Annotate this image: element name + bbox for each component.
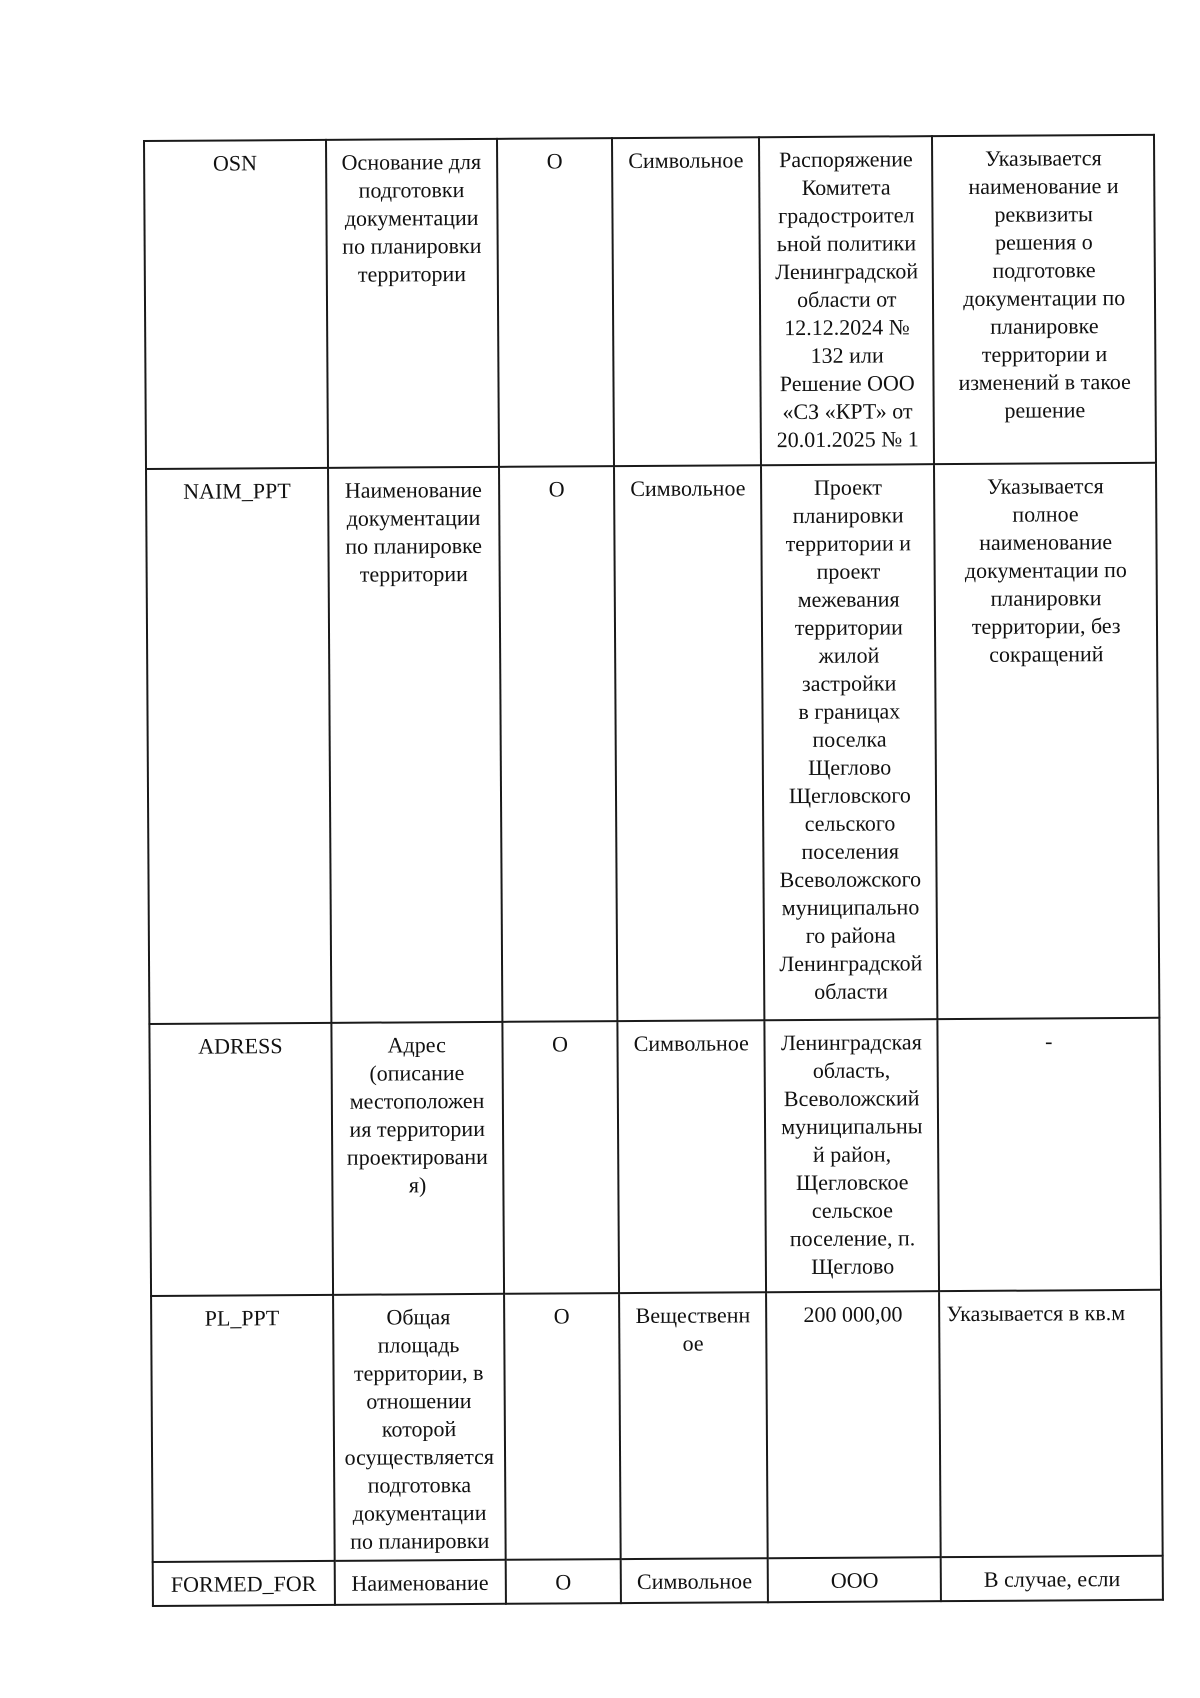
attribute-code-cell: OSN bbox=[144, 140, 328, 469]
attribute-example-cell: ООО bbox=[768, 1557, 941, 1602]
attribute-code-cell: ADRESS bbox=[149, 1023, 332, 1296]
attribute-description-cell: Наименование bbox=[334, 1560, 505, 1605]
attribute-description-cell: Основание для подготовки документации по планировки территории bbox=[326, 139, 499, 468]
table-row bbox=[144, 135, 1156, 469]
table-row bbox=[151, 1290, 1163, 1562]
attribute-code-cell: FORMED_FOR bbox=[153, 1561, 335, 1606]
attribute-type-cell: Символьное bbox=[612, 137, 761, 466]
attribute-note-cell: Указывается полное наименование документации по планировки территории, без сокращений bbox=[934, 463, 1159, 1019]
attribute-example-cell: 200 000,00 bbox=[766, 1291, 941, 1558]
attribute-type-cell: Вещественн ое bbox=[619, 1292, 768, 1559]
attribute-required-cell: О bbox=[502, 1021, 619, 1294]
table-row bbox=[149, 1018, 1161, 1296]
attribute-description-cell: Общая площадь территории, в отношении которой осуществляется подготовка документации по планировки bbox=[333, 1294, 506, 1561]
attribute-required-cell: О bbox=[497, 138, 614, 467]
attribute-type-cell: Символьное bbox=[621, 1558, 768, 1603]
attribute-description-cell: Адрес (описание местоположен ия территории проектировани я) bbox=[331, 1022, 504, 1295]
attribute-required-cell: О bbox=[504, 1293, 621, 1560]
attribute-type-cell: Символьное bbox=[618, 1020, 767, 1293]
attribute-required-cell: О bbox=[499, 466, 618, 1022]
attribute-example-cell: Ленинградская область, Всеволожский муниципальны й район, Щегловское сельское поселение, п. Щеглово bbox=[765, 1019, 940, 1292]
attribute-note-cell: - bbox=[938, 1018, 1161, 1291]
attribute-description-cell: Наименование документации по планировке территории bbox=[328, 467, 503, 1023]
table-row bbox=[146, 463, 1159, 1024]
attribute-code-cell: NAIM_PPT bbox=[146, 468, 331, 1024]
table-row bbox=[153, 1556, 1163, 1606]
attribute-example-cell: Распоряжение Комитета градостроител ьной политики Ленинградской области от 12.12.2024 № 132 или Решение ООО «СЗ «КРТ» от 20.01.2025 № 1 bbox=[759, 136, 934, 465]
attribute-note-cell: Указывается наименование и реквизиты решения о подготовке документации по планировке территории и изменений в такое решение bbox=[932, 135, 1156, 464]
attribute-type-cell: Символьное bbox=[614, 465, 764, 1021]
attribute-code-cell: PL_PPT bbox=[151, 1295, 334, 1562]
attribute-required-cell: О bbox=[505, 1559, 621, 1604]
attribute-example-cell: Проект планировки территории и проект межевания территории жилой застройки в границах поселка Щеглово Щегловского сельского поселения Всеволожского муниципально го района Ленинградской области bbox=[761, 464, 938, 1020]
attribute-note-cell: Указывается в кв.м bbox=[939, 1290, 1162, 1557]
attribute-table bbox=[143, 134, 1164, 1607]
attribute-note-cell: В случае, если bbox=[941, 1556, 1163, 1601]
